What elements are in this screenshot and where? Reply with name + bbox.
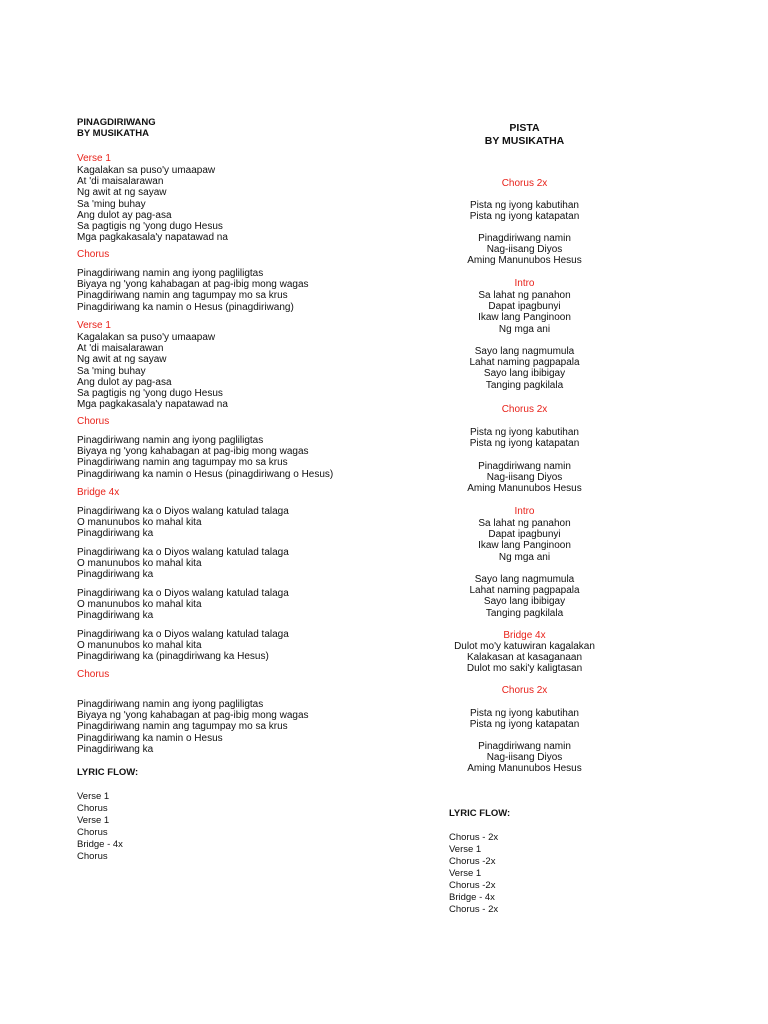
lyric-line: Ikaw lang Panginoon (478, 540, 571, 552)
lyric-line: Mga pagkakasala'y napatawad na (77, 399, 228, 411)
lyric-line: Pinagdiriwang namin (478, 741, 571, 752)
lyric-line: Pinagdiriwang ka o Diyos walang katulad talaga (77, 588, 289, 599)
right-stanza (420, 290, 629, 335)
flow-item: Verse 1 (77, 791, 110, 802)
lyric-line: Dulot mo'y katuwiran kagalakan (454, 641, 595, 652)
lyric-line: Pinagdiriwang namin ang iyong pagliligtas (77, 699, 264, 710)
left-section-chorus (77, 268, 407, 313)
lyric-line: Dapat ipagbunyi (488, 301, 561, 313)
left-bridge-stanza (77, 629, 407, 663)
lyric-flow-list (449, 832, 768, 916)
right-stanza (420, 346, 629, 391)
lyric-line: Biyaya ng 'yong kahabagan at pag-ibig mong wagas (77, 446, 309, 458)
lyric-line: Ikaw lang Panginoon (478, 312, 571, 324)
flow-item: Chorus -2x (449, 856, 496, 867)
section-label: Chorus (77, 249, 110, 260)
lyric-line: Sa lahat ng panahon (478, 290, 571, 301)
lyric-line: Ang dulot ay pag-asa (77, 376, 172, 388)
flow-item: Chorus - 2x (449, 832, 499, 843)
right-stanza (420, 233, 629, 267)
lyric-line: Pinagdiriwang namin ang tagumpay mo sa krus (77, 290, 288, 302)
lyric-line: Biyaya ng 'yong kahabagan at pag-ibig mong wagas (77, 710, 309, 722)
left-section-chorus (77, 435, 407, 480)
lyric-line: Pinagdiriwang ka (77, 610, 154, 622)
lyric-line: Pinagdiriwang ka (77, 569, 154, 581)
lyric-line: Aming Manunubos Hesus (467, 255, 582, 267)
lyric-line: Pinagdiriwang namin ang iyong pagliligtas (77, 435, 264, 446)
lyric-line: Dulot mo saki'y kaligtasan (466, 663, 583, 675)
right-song-header (420, 122, 629, 147)
left-section-verse (77, 320, 407, 410)
left-section-verse (77, 153, 407, 243)
section-label: Chorus (77, 416, 110, 427)
section-label: Chorus 2x (501, 404, 548, 415)
lyric-line: Pista ng iyong kabutihan (470, 200, 579, 211)
lyric-line: Pinagdiriwang namin ang iyong pagliligtas (77, 268, 264, 279)
section-label: Chorus 2x (501, 178, 548, 189)
left-song-header (77, 117, 407, 139)
lyric-line: Pinagdiriwang namin (478, 233, 571, 244)
right-stanza (420, 518, 629, 563)
flow-item: Chorus (77, 803, 108, 814)
lyric-line: Sa 'ming buhay (77, 365, 146, 377)
flow-item: Chorus (77, 827, 108, 838)
lyric-flow-list (77, 791, 407, 863)
left-bridge-stanza (77, 547, 407, 581)
lyric-line: Pinagdiriwang ka o Diyos walang katulad talaga (77, 506, 289, 517)
lyric-line: Pista ng iyong katapatan (469, 438, 580, 450)
left-bridge-stanza (77, 588, 407, 622)
right-stanza (420, 574, 629, 619)
flow-item: Chorus (77, 851, 108, 862)
section-label: Intro (514, 506, 535, 517)
lyric-line: Sayo lang nagmumula (474, 346, 575, 357)
lyric-line: Sayo lang nagmumula (474, 574, 575, 585)
lyric-line: Pinagdiriwang namin ang tagumpay mo sa krus (77, 457, 288, 469)
right-stanza (420, 641, 629, 675)
lyric-line: At 'di maisalarawan (77, 343, 164, 355)
lyric-line: Sa lahat ng panahon (478, 518, 571, 529)
left-bridge-stanza (77, 506, 407, 540)
lyric-line: Nag-iisang Diyos (486, 244, 563, 256)
section-label: Verse 1 (77, 320, 111, 331)
lyric-line: Nag-iisang Diyos (486, 472, 563, 484)
lyric-line: Pista ng iyong kabutihan (470, 427, 579, 438)
right-stanza (420, 200, 629, 222)
left-song-title: PINAGDIRIWANG (77, 117, 156, 128)
lyric-line: Mga pagkakasala'y napatawad na (77, 232, 228, 244)
right-stanza (420, 427, 629, 449)
section-label: Chorus 2x (501, 685, 548, 696)
right-stanza (420, 461, 629, 495)
right-stanza (420, 741, 629, 775)
section-label: Verse 1 (77, 153, 111, 164)
lyric-line: Biyaya ng 'yong kahabagan at pag-ibig mong wagas (77, 279, 309, 291)
lyric-line: Sa pagtigis ng 'yong dugo Hesus (77, 388, 223, 400)
lyric-line: Aming Manunubos Hesus (467, 763, 582, 775)
flow-item: Verse 1 (449, 844, 482, 855)
lyric-line: Pinagdiriwang ka namin o Hesus (pinagdiriwang) (77, 301, 294, 313)
lyric-line: Ng awit at ng sayaw (77, 187, 167, 199)
lyric-line: Pinagdiriwang ka namin o Hesus (pinagdiriwang o Hesus) (77, 468, 334, 480)
lyric-line: Pinagdiriwang ka o Diyos walang katulad talaga (77, 547, 289, 558)
lyric-line: Kagalakan sa puso'y umaapaw (77, 332, 216, 343)
lyric-line: Sa pagtigis ng 'yong dugo Hesus (77, 221, 223, 233)
lyric-line: At 'di maisalarawan (77, 176, 164, 188)
lyric-line: O manunubos ko mahal kita (77, 558, 202, 570)
lyric-line: Pinagdiriwang ka namin o Hesus (77, 732, 223, 744)
right-song-title: PISTA (509, 122, 540, 134)
lyric-line: Lahat naming pagpapala (469, 357, 580, 369)
lyric-line: Pista ng iyong katapatan (469, 719, 580, 731)
section-label: Intro (514, 278, 535, 289)
lyric-line: Pista ng iyong kabutihan (470, 708, 579, 719)
flow-item: Bridge - 4x (77, 839, 123, 850)
lyric-line: Pinagdiriwang namin ang tagumpay mo sa krus (77, 721, 288, 733)
lyric-line: Ng mga ani (498, 551, 551, 563)
lyric-line: Pinagdiriwang namin (478, 461, 571, 472)
lyric-line: Pinagdiriwang ka o Diyos walang katulad talaga (77, 629, 289, 640)
lyric-line: Sayo lang ibibigay (483, 368, 566, 380)
lyric-line: Sa 'ming buhay (77, 198, 146, 210)
lyric-line: Ng awit at ng sayaw (77, 354, 167, 366)
left-song-author: BY MUSIKATHA (77, 128, 149, 140)
flow-item: Chorus -2x (449, 880, 496, 891)
right-stanza (420, 708, 629, 730)
lyric-line: Nag-iisang Diyos (486, 752, 563, 764)
flow-item: Bridge - 4x (449, 892, 495, 903)
lyric-line: Kagalakan sa puso'y umaapaw (77, 165, 216, 176)
flow-item: Verse 1 (77, 815, 110, 826)
flow-item: Verse 1 (449, 868, 482, 879)
lyric-line: Pinagdiriwang ka (77, 743, 154, 755)
section-label: Bridge 4x (77, 487, 120, 498)
flow-item: Chorus - 2x (449, 904, 499, 915)
lyric-line: Aming Manunubos Hesus (467, 483, 582, 495)
lyric-line: O manunubos ko mahal kita (77, 517, 202, 529)
section-label: Bridge 4x (503, 630, 546, 641)
lyric-line: Tanging pagkilala (485, 607, 564, 619)
section-label: Chorus (77, 669, 110, 680)
lyric-line: Lahat naming pagpapala (469, 585, 580, 597)
right-song-author: BY MUSIKATHA (484, 134, 565, 147)
lyric-line: Ang dulot ay pag-asa (77, 209, 172, 221)
lyric-line: O manunubos ko mahal kita (77, 599, 202, 611)
lyric-line: Ng mga ani (498, 323, 551, 335)
lyric-line: Tanging pagkilala (485, 379, 564, 391)
lyric-line: Kalakasan at kasaganaan (466, 652, 583, 664)
lyric-flow-heading: LYRIC FLOW: (449, 808, 511, 819)
lyric-line: O manunubos ko mahal kita (77, 640, 202, 652)
lyric-line: Pista ng iyong katapatan (469, 211, 580, 223)
lyric-line: Pinagdiriwang ka (77, 528, 154, 540)
lyric-line: Sayo lang ibibigay (483, 596, 566, 608)
lyric-flow-heading: LYRIC FLOW: (77, 767, 139, 778)
left-section-chorus (77, 699, 407, 755)
lyric-line: Pinagdiriwang ka (pinagdiriwang ka Hesus) (77, 651, 269, 663)
lyric-line: Dapat ipagbunyi (488, 529, 561, 541)
